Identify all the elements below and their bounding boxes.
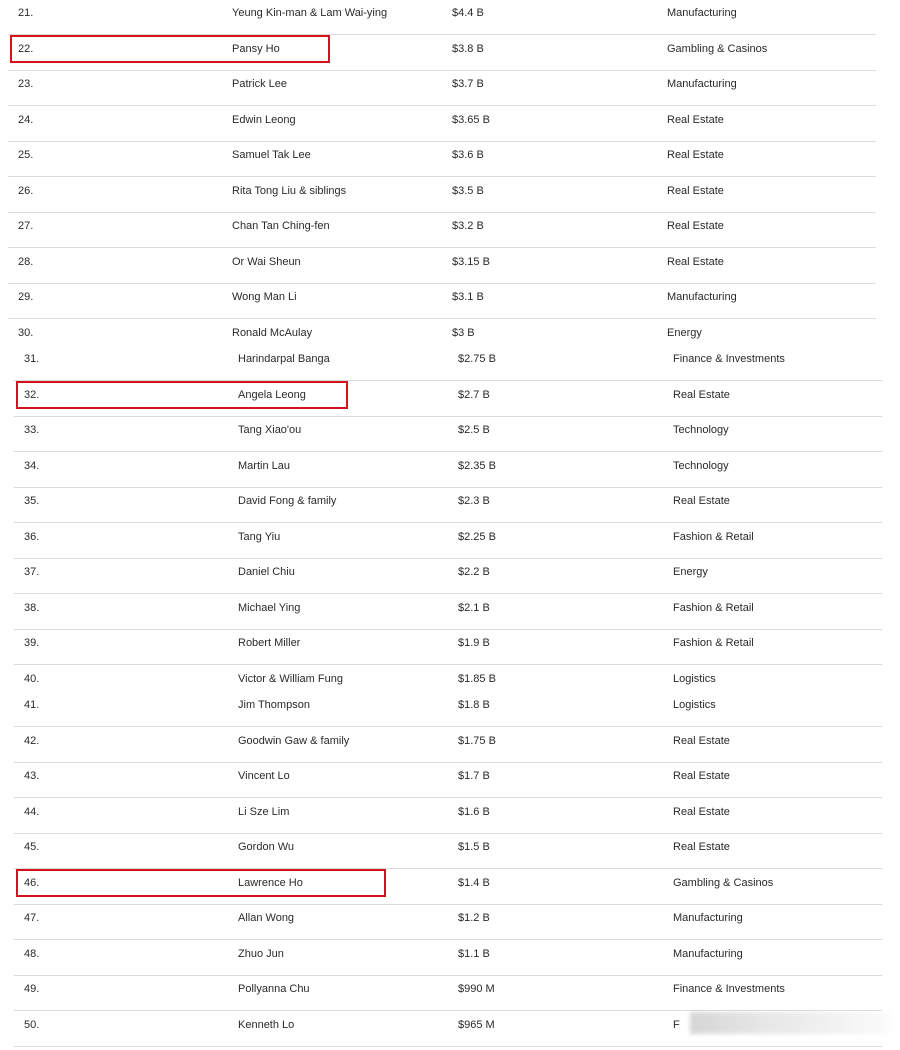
- industry-cell: Finance & Investments: [673, 353, 785, 365]
- rank-cell: 22.: [18, 42, 34, 55]
- industry-cell: Real Estate: [673, 388, 730, 401]
- name-cell: Michael Ying: [238, 601, 301, 614]
- table-row: [14, 728, 882, 763]
- rank-cell: 37.: [24, 566, 40, 578]
- name-cell: Edwin Leong: [232, 113, 296, 126]
- rank-cell: 42.: [24, 734, 40, 747]
- industry-cell: Manufacturing: [673, 947, 743, 960]
- net-worth-cell: $3.6 B: [452, 149, 484, 161]
- industry-cell: Energy: [667, 326, 702, 339]
- rank-cell: 38.: [24, 601, 40, 614]
- rank-cell: 27.: [18, 220, 34, 232]
- rank-cell: 43.: [24, 770, 40, 782]
- table-row: [14, 417, 882, 452]
- table-row: [8, 213, 876, 248]
- net-worth-cell: $4.4 B: [452, 7, 484, 19]
- table-row: [14, 905, 882, 940]
- industry-cell: Technology: [673, 459, 729, 472]
- industry-cell: Fashion & Retail: [673, 530, 754, 543]
- table-row: [8, 178, 876, 213]
- rank-cell: 34.: [24, 459, 40, 472]
- table-row: [14, 524, 882, 559]
- net-worth-cell: $3.8 B: [452, 42, 484, 55]
- net-worth-cell: $2.2 B: [458, 566, 490, 578]
- industry-cell: Real Estate: [673, 770, 730, 782]
- name-cell: Goodwin Gaw & family: [238, 734, 350, 747]
- industry-cell: Real Estate: [667, 255, 724, 268]
- industry-cell: Fashion & Retail: [673, 601, 754, 614]
- rank-cell: 35.: [24, 495, 40, 507]
- table-row: [8, 284, 876, 319]
- net-worth-cell: $1.4 B: [458, 876, 490, 889]
- name-cell: Pollyanna Chu: [238, 983, 310, 995]
- industry-cell: Real Estate: [673, 495, 730, 507]
- name-cell: Victor & William Fung: [238, 672, 343, 685]
- name-cell: Patrick Lee: [232, 78, 288, 90]
- rank-cell: 26.: [18, 184, 34, 197]
- net-worth-cell: $2.5 B: [458, 424, 490, 436]
- name-cell: Chan Tan Ching-fen: [232, 220, 330, 232]
- net-worth-cell: $3.15 B: [452, 255, 490, 268]
- industry-cell: Manufacturing: [667, 291, 737, 303]
- rank-cell: 31.: [24, 353, 40, 365]
- name-cell: Daniel Chiu: [238, 566, 295, 578]
- industry-cell: Real Estate: [667, 149, 724, 161]
- rank-cell: 41.: [24, 699, 40, 711]
- industry-cell: Real Estate: [667, 184, 724, 197]
- table-row: [8, 107, 876, 142]
- net-worth-cell: $2.75 B: [458, 353, 496, 365]
- net-worth-cell: $1.7 B: [458, 770, 490, 782]
- name-cell: David Fong & family: [238, 495, 337, 507]
- industry-cell: Logistics: [673, 699, 716, 711]
- table-row: [8, 0, 876, 35]
- name-cell: Yeung Kin-man & Lam Wai-ying: [232, 7, 388, 19]
- name-cell: Wong Man Li: [232, 291, 297, 303]
- net-worth-cell: $1.9 B: [458, 637, 490, 649]
- name-cell: Ronald McAulay: [232, 326, 313, 339]
- industry-cell: Manufacturing: [667, 7, 737, 19]
- table-row: [14, 488, 882, 523]
- table-row: [14, 382, 882, 417]
- rank-cell: 40.: [24, 672, 40, 685]
- net-worth-cell: $3.65 B: [452, 113, 490, 126]
- net-worth-cell: $1.8 B: [458, 699, 490, 711]
- industry-cell: Real Estate: [673, 841, 730, 853]
- name-cell: Martin Lau: [238, 459, 290, 472]
- table-row: [14, 870, 882, 905]
- net-worth-cell: $1.85 B: [458, 672, 496, 685]
- net-worth-cell: $1.2 B: [458, 912, 490, 924]
- industry-cell: Technology: [673, 424, 729, 436]
- rank-cell: 47.: [24, 912, 40, 924]
- industry-cell: Fashion & Retail: [673, 637, 754, 649]
- rank-cell: 25.: [18, 149, 34, 161]
- rank-cell: 30.: [18, 326, 34, 339]
- table-row: [14, 595, 882, 630]
- name-cell: Samuel Tak Lee: [232, 149, 311, 161]
- table-row: [14, 559, 882, 594]
- rank-cell: 48.: [24, 947, 40, 960]
- table-row: [8, 249, 876, 284]
- name-cell: Angela Leong: [238, 388, 306, 401]
- industry-cell: Energy: [673, 566, 708, 578]
- net-worth-cell: $2.7 B: [458, 388, 490, 401]
- rank-cell: 45.: [24, 841, 40, 853]
- name-cell: Pansy Ho: [232, 42, 280, 55]
- rank-cell: 28.: [18, 255, 34, 268]
- rank-cell: 49.: [24, 983, 40, 995]
- blurred-watermark: [690, 1012, 890, 1034]
- name-cell: Harindarpal Banga: [238, 353, 330, 365]
- net-worth-cell: $3.5 B: [452, 184, 484, 197]
- net-worth-cell: $1.75 B: [458, 734, 496, 747]
- name-cell: Gordon Wu: [238, 841, 295, 853]
- rank-cell: 50.: [24, 1018, 40, 1031]
- table-row: [14, 666, 882, 686]
- table-row: [8, 71, 876, 106]
- industry-cell: Real Estate: [673, 734, 730, 747]
- table-row: [14, 763, 882, 798]
- rank-cell: 21.: [18, 7, 34, 19]
- net-worth-cell: $1.1 B: [458, 947, 490, 960]
- name-cell: Tang Yiu: [238, 530, 281, 543]
- name-cell: Rita Tong Liu & siblings: [232, 184, 347, 197]
- rank-cell: 29.: [18, 291, 34, 303]
- industry-cell: Real Estate: [673, 805, 730, 818]
- rank-cell: 32.: [24, 388, 40, 401]
- rank-cell: 36.: [24, 530, 40, 543]
- net-worth-cell: $3.2 B: [452, 220, 484, 232]
- name-cell: Allan Wong: [238, 912, 295, 924]
- name-cell: Li Sze Lim: [238, 805, 290, 818]
- net-worth-cell: $2.35 B: [458, 459, 496, 472]
- name-cell: Lawrence Ho: [238, 876, 303, 889]
- rank-cell: 24.: [18, 113, 34, 126]
- table-row: [14, 976, 882, 1011]
- rank-cell: 39.: [24, 637, 40, 649]
- industry-cell: Manufacturing: [667, 78, 737, 90]
- table-row: [14, 834, 882, 869]
- net-worth-cell: $3.7 B: [452, 78, 484, 90]
- table-row: [14, 692, 882, 727]
- industry-cell: Finance & Investments: [673, 983, 785, 995]
- table-row: [8, 142, 876, 177]
- industry-cell: Gambling & Casinos: [673, 876, 774, 889]
- name-cell: Vincent Lo: [238, 770, 290, 782]
- rank-cell: 44.: [24, 805, 40, 818]
- table-row: [8, 36, 876, 71]
- net-worth-cell: $990 M: [458, 983, 495, 995]
- table-row: [14, 630, 882, 665]
- net-worth-cell: $965 M: [458, 1018, 495, 1031]
- net-worth-cell: $2.1 B: [458, 601, 490, 614]
- net-worth-cell: $2.3 B: [458, 495, 490, 507]
- rank-cell: 33.: [24, 424, 40, 436]
- name-cell: Jim Thompson: [238, 699, 310, 711]
- industry-cell: Real Estate: [667, 220, 724, 232]
- industry-cell: Gambling & Casinos: [667, 42, 768, 55]
- net-worth-cell: $1.6 B: [458, 805, 490, 818]
- rank-cell: 23.: [18, 78, 34, 90]
- net-worth-cell: $3 B: [452, 326, 475, 339]
- industry-cell: Manufacturing: [673, 912, 743, 924]
- name-cell: Kenneth Lo: [238, 1018, 295, 1031]
- net-worth-cell: $2.25 B: [458, 530, 496, 543]
- industry-cell: F: [673, 1018, 680, 1031]
- table-row: [14, 941, 882, 976]
- name-cell: Zhuo Jun: [238, 947, 284, 960]
- table-row: [14, 453, 882, 488]
- industry-cell: Logistics: [673, 672, 716, 685]
- net-worth-cell: $3.1 B: [452, 291, 484, 303]
- industry-cell: Real Estate: [667, 113, 724, 126]
- rank-cell: 46.: [24, 876, 40, 889]
- table-row: [14, 346, 882, 381]
- net-worth-cell: $1.5 B: [458, 841, 490, 853]
- name-cell: Robert Miller: [238, 637, 301, 649]
- name-cell: Or Wai Sheun: [232, 255, 301, 268]
- name-cell: Tang Xiao'ou: [238, 424, 302, 436]
- table-row: [8, 320, 876, 340]
- table-row: [14, 799, 882, 834]
